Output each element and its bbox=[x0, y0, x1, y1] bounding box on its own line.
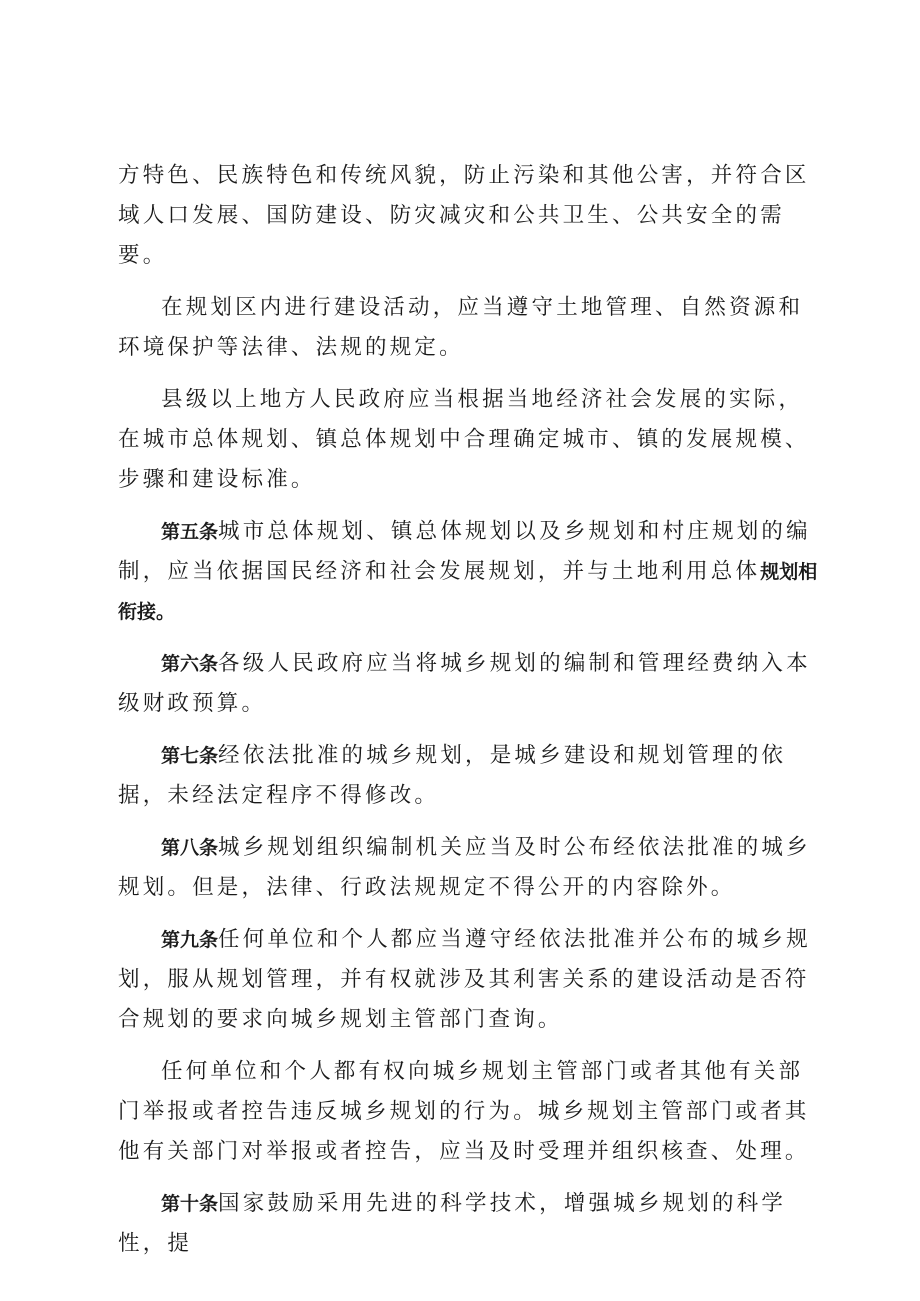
article-number: 第七条 bbox=[161, 745, 219, 767]
article-text: 城乡规划组织编制机关应当及时公布经依法批准的城乡规划。但是，法律、行政法规规定不得公开的内容除外。 bbox=[118, 835, 811, 900]
paragraph-continuation bbox=[118, 156, 818, 276]
article-text-tail: 规划相衔接。 bbox=[118, 561, 818, 623]
paragraph bbox=[118, 380, 818, 500]
article-7 bbox=[118, 736, 818, 816]
paragraph-text: 在规划区内进行建设活动，应当遵守土地管理、自然资源和环境保护等法律、法规的规定。 bbox=[118, 295, 804, 360]
paragraph bbox=[118, 1052, 818, 1172]
article-number: 第六条 bbox=[161, 653, 219, 675]
article-9 bbox=[118, 920, 818, 1040]
article-text: 经依法批准的城乡规划，是城乡建设和规划管理的依据，未经法定程序不得修改。 bbox=[118, 743, 787, 808]
article-number: 第十条 bbox=[161, 1193, 219, 1215]
article-text: 任何单位和个人都应当遵守经依法批准并公布的城乡规划，服从规划管理，并有权就涉及其利害关系的建设活动是否符合规划的要求向城乡规划主管部门查询。 bbox=[118, 927, 811, 1032]
article-number: 第八条 bbox=[161, 837, 219, 859]
article-number: 第五条 bbox=[161, 521, 219, 543]
article-text: 国家鼓励采用先进的科学技术，增强城乡规划的科学性，提 bbox=[118, 1191, 787, 1256]
document-page bbox=[118, 156, 818, 1276]
article-number: 第九条 bbox=[161, 929, 219, 951]
paragraph-text: 任何单位和个人都有权向城乡规划主管部门或者其他有关部门举报或者控告违反城乡规划的行为。城乡规划主管部门或者其他有关部门对举报或者控告，应当及时受理并组织核查、处理。 bbox=[118, 1059, 810, 1164]
paragraph-text: 方特色、民族特色和传统风貌，防止污染和其他公害，并符合区域人口发展、国防建设、防灾减灾和公共卫生、公共安全的需要。 bbox=[118, 163, 810, 268]
article-text: 各级人民政府应当将城乡规划的编制和管理经费纳入本级财政预算。 bbox=[118, 651, 811, 716]
paragraph bbox=[118, 288, 818, 368]
article-8 bbox=[118, 828, 818, 908]
paragraph-text: 县级以上地方人民政府应当根据当地经济社会发展的实际，在城市总体规划、镇总体规划中合理确定城市、镇的发展规模、步骤和建设标准。 bbox=[118, 387, 810, 492]
article-6 bbox=[118, 644, 818, 724]
article-5 bbox=[118, 512, 818, 632]
article-10 bbox=[118, 1184, 818, 1264]
article-text: 城市总体规划、镇总体规划以及乡规划和村庄规划的编制，应当依据国民经济和社会发展规划，并与土地利用总体 bbox=[118, 519, 811, 584]
